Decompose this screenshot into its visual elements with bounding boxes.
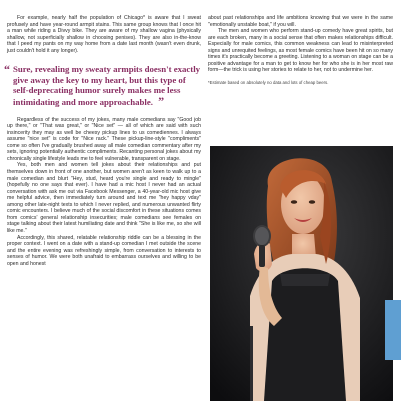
right-column — [208, 15, 393, 85]
pull-quote — [4, 62, 201, 109]
paragraph: about past relationships and life ambitions knowing that we were in the same "emotionally unstable boat," if you will. — [208, 15, 393, 28]
comedian-illustration — [210, 146, 393, 401]
close-quote-mark: ” — [158, 94, 165, 109]
comedian-photo — [210, 146, 393, 401]
paragraph: Accordingly, this shared, relatable relationship riddle can be a blessing in the proper context. I went on a date with a stand-up comedian I met outside the scene and the entire evening was refreshingly simple, from conversation to interests to senses of humor. We were both unafraid to embarrass ourselves and willing to be open and honest — [7, 234, 201, 267]
left-column — [4, 15, 201, 267]
pull-quote-text: Sure, revealing my sweaty armpits doesn't exactly give away the key to my heart, but this type of self-deprecating humor surely makes me less intimidating and more approachable. — [13, 64, 201, 108]
open-quote-mark: “ — [4, 62, 10, 77]
paragraph: For example, nearly half the population of Chicago* is aware that I sweat profusely and have year-round armpit stains. This same group knows that I once hit a man while riding a Divvy bike. They are aware of my shallow vagina (physically shallow, not superficially shallow in choosing penises). They are also in-the-know that I peed my pants on my way home from a date last month (wasn't even drunk, just couldn't hold it any longer). — [7, 15, 201, 54]
paragraph: Yes, both men and women tell jokes about their relationships and put themselves down in front of one another, but women aren't as keen to walk up to a male comedian and blurt "Hey, stud, heard you're single and ready to mingle" (hopefully no one says that ever). I have had a mic host I never had an actual conversation with ask me out via Facebook Messenger, a 40-year-old mic host give me helpful advice, then immediately turn around and text me "hey happy vday" among other late-night texts to which I never replied, and numerous unwanted flirty comic encounters. I believe much of the social discomfort in these situations comes from comics' general relationship insecurities; male comedians see females on stage talking about their latest humiliating date and think "She is like me, so she will like me." — [7, 162, 201, 234]
accent-color-bar — [385, 300, 401, 360]
paragraph: Regardless of the success of my jokes, many male comedians say "Good job up there," or "That was great," or "Nice set" — all of which are said with such insincerity they may as well be cheesy pickup lines to us comediennes. I always assume "nice set" is code for "Nice rack." These pickup-line-style "compliments" come so often I've gradually brushed away all male comedian commentary after my sets, ignoring potentially authentic compliments. Recanting personal jokes about my chronically single lifestyle leads me to feel vulnerable, transparent on stage. — [7, 116, 201, 162]
footnote: *Estimate based on absolutely no data and lots of cheap beers. — [208, 79, 329, 85]
paragraph: The men and women who perform stand-up comedy have great spirits, but are each broken, many in a social sense that often makes relationships difficult. Especially for male comics, this common weakness can lead to misinterpreted signs and unrequited feelings, as most female comics have been hit on so many times it's practically become a greeting. Listening to a woman on stage can be a positive advantage for a man to get to know her for who she is in her most raw form—the trick is using her stories to relate to her, not to undermine her. — [208, 28, 393, 74]
